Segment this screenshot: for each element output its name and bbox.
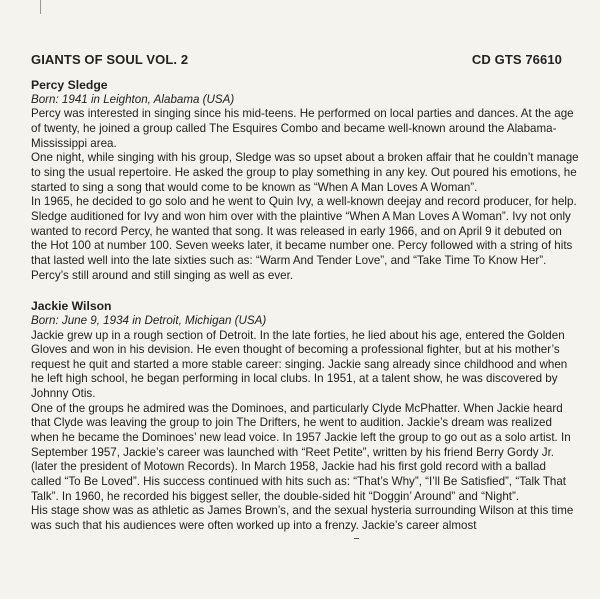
paragraph: One night, while singing with his group, Sledge was so upset about a broken affair that he couldn’t manage to sing the usual repertoire. He asked the group to play something in any key. Out poured his emotions, he started to sing a song that would come to be known as “When A Man Loves A Woman”. <box>31 151 579 194</box>
artist-name: Percy Sledge <box>31 78 108 92</box>
paragraph: One of the groups he admired was the Dominoes, and particularly Clyde McPhatter. When Jackie heard that Clyde was leaving the group to join The Drifters, he went to audition. Jackie’s dream was realized when he became the Dominoes’ new lead voice. In 1957 Jackie left the group to go out as a solo artist. In September 1957, Jackie’s career was launched with “Reet Petite”, written by his friend Berry Gordy Jr. (later the president of Motown Records). In March 1958, Jackie had his first gold record with a ballad called “To Be Loved”. His success continued with hits such as: “That’s Why”, “I’ll Be Satisfied”, “Talk That Talk”. In 1960, he recorded his biggest seller, the double-sided hit “Doggin’ Around” and “Night”. <box>31 401 571 503</box>
catalog-number: CD GTS 76610 <box>471 52 562 67</box>
artist-born: Born: 1941 in Leighton, Alabama (USA) <box>31 92 235 106</box>
liner-notes <box>31 78 579 550</box>
paragraph: His stage show was as athletic as James Brown’s, and the sexual hysteria surrounding Wilson at this time was such that his audiences were often worked up into a frenzy. Jackie’s career almost <box>31 504 574 533</box>
artist-name: Jackie Wilson <box>31 299 112 314</box>
page-header <box>31 52 562 67</box>
paragraph: Percy was interested in singing since his mid-teens. He performed on local parties and dances. At the age of twenty, he joined a group called The Esquires Combo and became well-known around the Alabama-Mississippi area. <box>31 107 574 150</box>
paragraph: Jackie grew up in a rough section of Detroit. In the late forties, he lied about his age, entered the Golden Gloves and won in his devision. He even thought of becoming a professional fighter, but at his mother’s request he quit and started a more stable career: singing. Jackie sang already since childhood and when he left high school, he began performing in local clubs. In 1951, at a talent show, he was discovered by Johnny Otis. <box>31 328 568 401</box>
artist-born: Born: June 9, 1934 in Detroit, Michigan (USA) <box>31 313 267 327</box>
print-mark <box>354 538 359 539</box>
paragraph: Percy’s still around and still singing as well as ever. <box>31 268 294 282</box>
fold-mark <box>40 0 41 14</box>
album-title: GIANTS OF SOUL VOL. 2 <box>31 52 189 67</box>
artist-section-percy-sledge <box>31 78 579 283</box>
artist-section-jackie-wilson <box>31 299 579 534</box>
paragraph: In 1965, he decided to go solo and he went to Quin Ivy, a well-known deejay and record producer, for help. Sledge auditioned for Ivy and won him over with the plaintive “When A Man Loves A Woman”. Ivy not only wanted to record Percy, he wanted that song. It was released in early 1966, and on April 9 it debuted on the Hot 100 at number 100. Seven weeks later, it became number one. Percy followed with a string of hits that lasted well into the late sixties such as: “Warm And Tender Love”, and “Take Time To Know Her”. <box>31 195 577 267</box>
